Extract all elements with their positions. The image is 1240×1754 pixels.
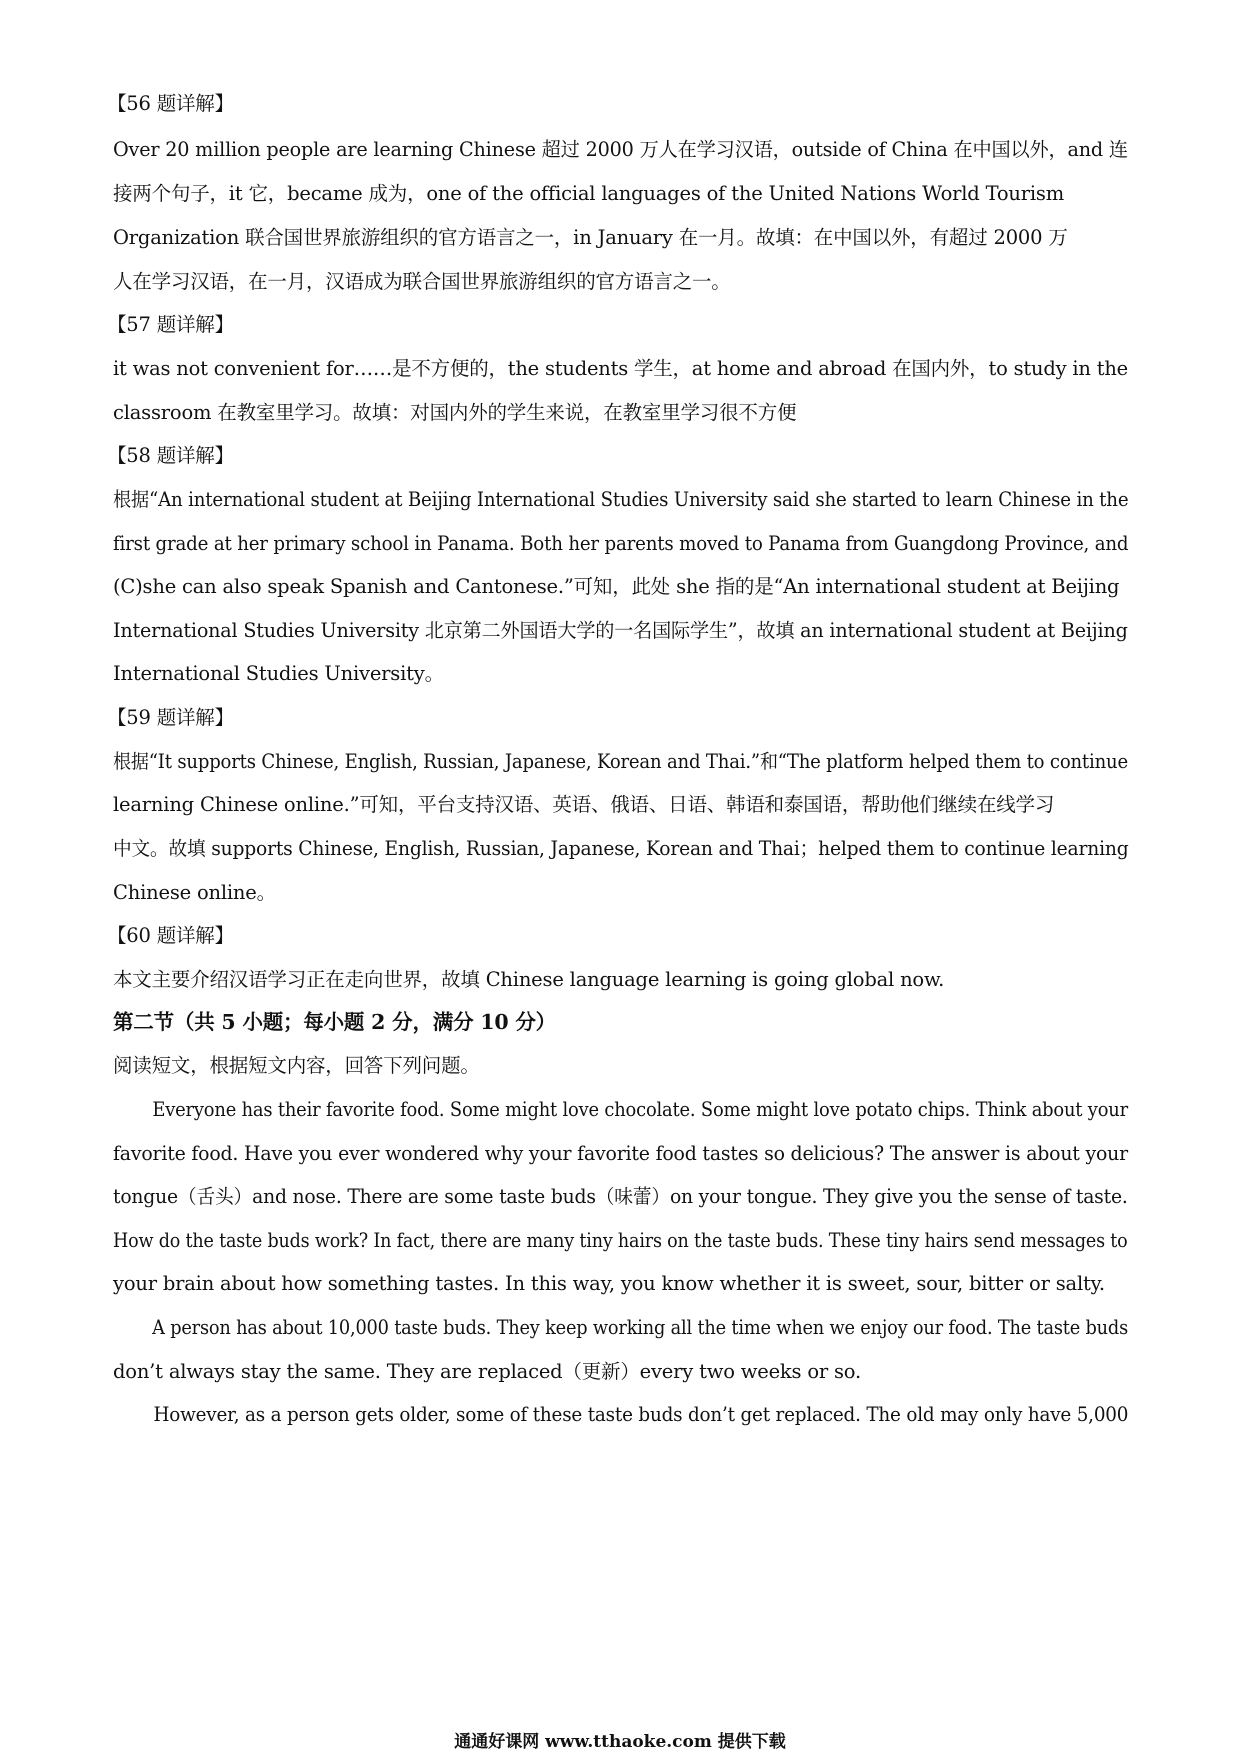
section-title: 第二节（共 5 小题；每小题 2 分，满分 10 分） [113,1010,556,1034]
q59-line-2: learning Chinese online.”可知，平台支持汉语、英语、俄语、日语、韩语和泰国语，帮助他们继续在线学习 [113,793,1055,816]
q58-line-3: (C)she can also speak Spanish and Cantonese.”可知，此处 she 指的是“An international student at Beijing [113,575,1120,598]
q56-line-1: Over 20 million people are learning Chinese 超过 2000 万人在学习汉语，outside of China 在中国以外，and 连 [113,138,1128,161]
q60-heading: 【60 题详解】 [107,924,234,947]
q60-line-1: 本文主要介绍汉语学习正在走向世界，故填 Chinese language learning is going global now. [113,968,945,991]
q58-line-5: International Studies University。 [113,662,444,685]
passage-p2-line-2: don’t always stay the same. They are replaced（更新）every two weeks or so. [113,1360,862,1383]
passage-p1-line-2: favorite food. Have you ever wondered why your favorite food tastes so delicious? The answer is about your [113,1142,1128,1165]
q56-line-3: Organization 联合国世界旅游组织的官方语言之一，in January 在一月。故填：在中国以外，有超过 2000 万 [113,226,1068,249]
q58-line-2: first grade at her primary school in Panama. Both her parents moved to Panama from Guangdong Province, and [113,532,1129,555]
q56-heading: 【56 题详解】 [107,92,234,115]
q59-line-3: 中文。故填 supports Chinese, English, Russian, Japanese, Korean and Thai；helped them to continue learning [113,837,1129,860]
q59-line-4: Chinese online。 [113,881,276,904]
passage-p1-line-1: Everyone has their favorite food. Some might love chocolate. Some might love potato chips. Think about your [152,1098,1128,1121]
q58-line-4: International Studies University 北京第二外国语大学的一名国际学生”，故填 an international student at Beijing [113,619,1128,642]
q57-line-2: classroom 在教室里学习。故填：对国内外的学生来说，在教室里学习很不方便 [113,401,797,424]
q57-line-1: it was not convenient for……是不方便的，the students 学生，at home and abroad 在国内外，to study in the [113,357,1128,380]
passage-p2-line-1: A person has about 10,000 taste buds. They keep working all the time when we enjoy our food. The taste buds [152,1316,1129,1339]
passage-p1-line-3: tongue（舌头）and nose. There are some taste buds（味蕾）on your tongue. They give you the sense of taste. [113,1185,1128,1208]
q59-heading: 【59 题详解】 [107,706,234,729]
q56-line-2: 接两个句子，it 它，became 成为，one of the official languages of the United Nations World Tourism [113,182,1065,205]
page-footer: 通通好课网 www.tthaoke.com 提供下载 [454,1732,786,1752]
section-instruction: 阅读短文，根据短文内容，回答下列问题。 [113,1054,480,1077]
q59-line-1: 根据“It supports Chinese, English, Russian, Japanese, Korean and Thai.”和“The platform helped them to continue [113,750,1128,773]
passage-p3-line-1: However, as a person gets older, some of these taste buds don’t get replaced. The old may only have 5,000 [153,1403,1129,1426]
q56-line-4: 人在学习汉语，在一月，汉语成为联合国世界旅游组织的官方语言之一。 [113,270,731,293]
q58-heading: 【58 题详解】 [107,444,234,467]
passage-p1-line-5: your brain about how something tastes. In this way, you know whether it is sweet, sour, bitter or salty. [113,1272,1105,1295]
passage-p1-line-4: How do the taste buds work? In fact, there are many tiny hairs on the taste buds. These tiny hairs send messages to [113,1229,1128,1252]
q58-line-1: 根据“An international student at Beijing International Studies University said she started to learn Chinese in the [113,488,1129,511]
q57-heading: 【57 题详解】 [107,313,234,336]
